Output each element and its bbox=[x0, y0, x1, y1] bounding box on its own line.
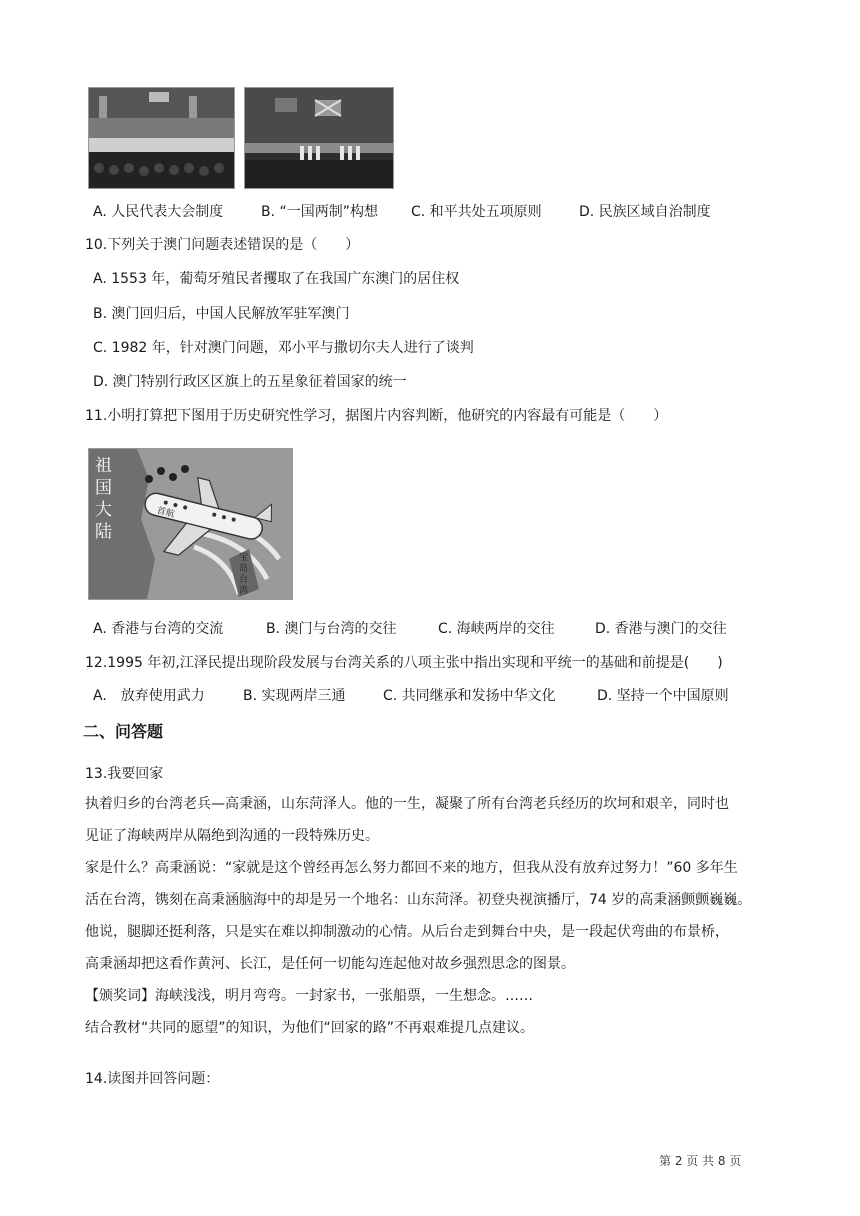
q9-option-d: D. 民族区域自治制度 bbox=[579, 204, 711, 220]
q10-option-a: A. 1553 年，葡萄牙殖民者攫取了在我国广东澳门的居住权 bbox=[93, 271, 460, 287]
q12-option-c: C. 共同继承和发扬中华文化 bbox=[383, 688, 556, 704]
q13-title: 13.我要回家 bbox=[85, 766, 164, 782]
q13-line: 家是什么？高秉涵说：“家就是这个曾经再怎么努力都回不来的地方，但我从没有放弃过努力！”60 多年生 bbox=[85, 860, 738, 876]
ceremony-photo-left bbox=[88, 87, 235, 189]
q13-passage bbox=[85, 788, 785, 1044]
q9-option-b: B. “一国两制”构想 bbox=[261, 204, 379, 220]
q10-option-b: B. 澳门回归后，中国人民解放军驻军澳门 bbox=[93, 306, 350, 322]
q12-stem: 12.1995 年初,江泽民提出现阶段发展与台湾关系的八项主张中指出实现和平统一的基础和前提是( ) bbox=[85, 655, 723, 671]
q12-option-a: A. 放弃使用武力 bbox=[93, 688, 205, 704]
mainland-label: 祖国大陆 bbox=[95, 456, 112, 542]
q13-line: 活在台湾，镌刻在高秉涵脑海中的却是另一个地名：山东菏泽。初登央视演播厅，74 岁的高秉涵颤颤巍巍。 bbox=[85, 892, 752, 908]
q13-line: 见证了海峡两岸从隔绝到沟通的一段特殊历史。 bbox=[85, 828, 379, 844]
q9-option-c: C. 和平共处五项原则 bbox=[411, 204, 542, 220]
q13-line: 【颁奖词】海峡浅浅，明月弯弯。一封家书，一张船票，一生想念。…… bbox=[85, 988, 533, 1004]
q11-option-d: D. 香港与澳门的交往 bbox=[595, 621, 727, 637]
q14-stem: 14.读图并回答问题： bbox=[85, 1071, 220, 1087]
island-label: 宝岛台湾 bbox=[239, 553, 249, 596]
ceremony-photo-right bbox=[244, 87, 394, 189]
q13-line: 结合教材“共同的愿望”的知识，为他们“回家的路”不再艰难提几点建议。 bbox=[85, 1020, 535, 1036]
q11-stem: 11.小明打算把下图用于历史研究性学习，据图片内容判断，他研究的内容最有可能是（ ） bbox=[85, 408, 668, 424]
q11-option-c: C. 海峡两岸的交往 bbox=[438, 621, 555, 637]
section-title: 二、问答题 bbox=[83, 722, 164, 741]
q13-line: 他说，腿脚还挺利落，只是实在难以抑制激动的心情。从后台走到舞台中央，是一段起伏弯曲的布景桥， bbox=[85, 924, 729, 940]
plane-label: 首航 bbox=[155, 505, 176, 520]
q11-option-a: A. 香港与台湾的交流 bbox=[93, 621, 224, 637]
q10-stem: 10.下列关于澳门问题表述错误的是（ ） bbox=[85, 237, 360, 253]
page-number: 第 2 页 共 8 页 bbox=[659, 1154, 742, 1168]
q9-option-a: A. 人民代表大会制度 bbox=[93, 204, 224, 220]
q12-option-b: B. 实现两岸三通 bbox=[243, 688, 346, 704]
q10-option-c: C. 1982 年，针对澳门问题，邓小平与撒切尔夫人进行了谈判 bbox=[93, 340, 474, 356]
q12-option-d: D. 坚持一个中国原则 bbox=[597, 688, 729, 704]
q10-option-d: D. 澳门特别行政区区旗上的五星象征着国家的统一 bbox=[93, 374, 407, 390]
cross-strait-flight-illustration bbox=[88, 448, 293, 600]
q13-line: 高秉涵却把这看作黄河、长江，是任何一切能勾连起他对故乡强烈思念的图景。 bbox=[85, 956, 575, 972]
q13-line: 执着归乡的台湾老兵—高秉涵，山东菏泽人。他的一生，凝聚了所有台湾老兵经历的坎坷和艰辛，同时也 bbox=[85, 796, 729, 812]
q11-option-b: B. 澳门与台湾的交往 bbox=[266, 621, 397, 637]
